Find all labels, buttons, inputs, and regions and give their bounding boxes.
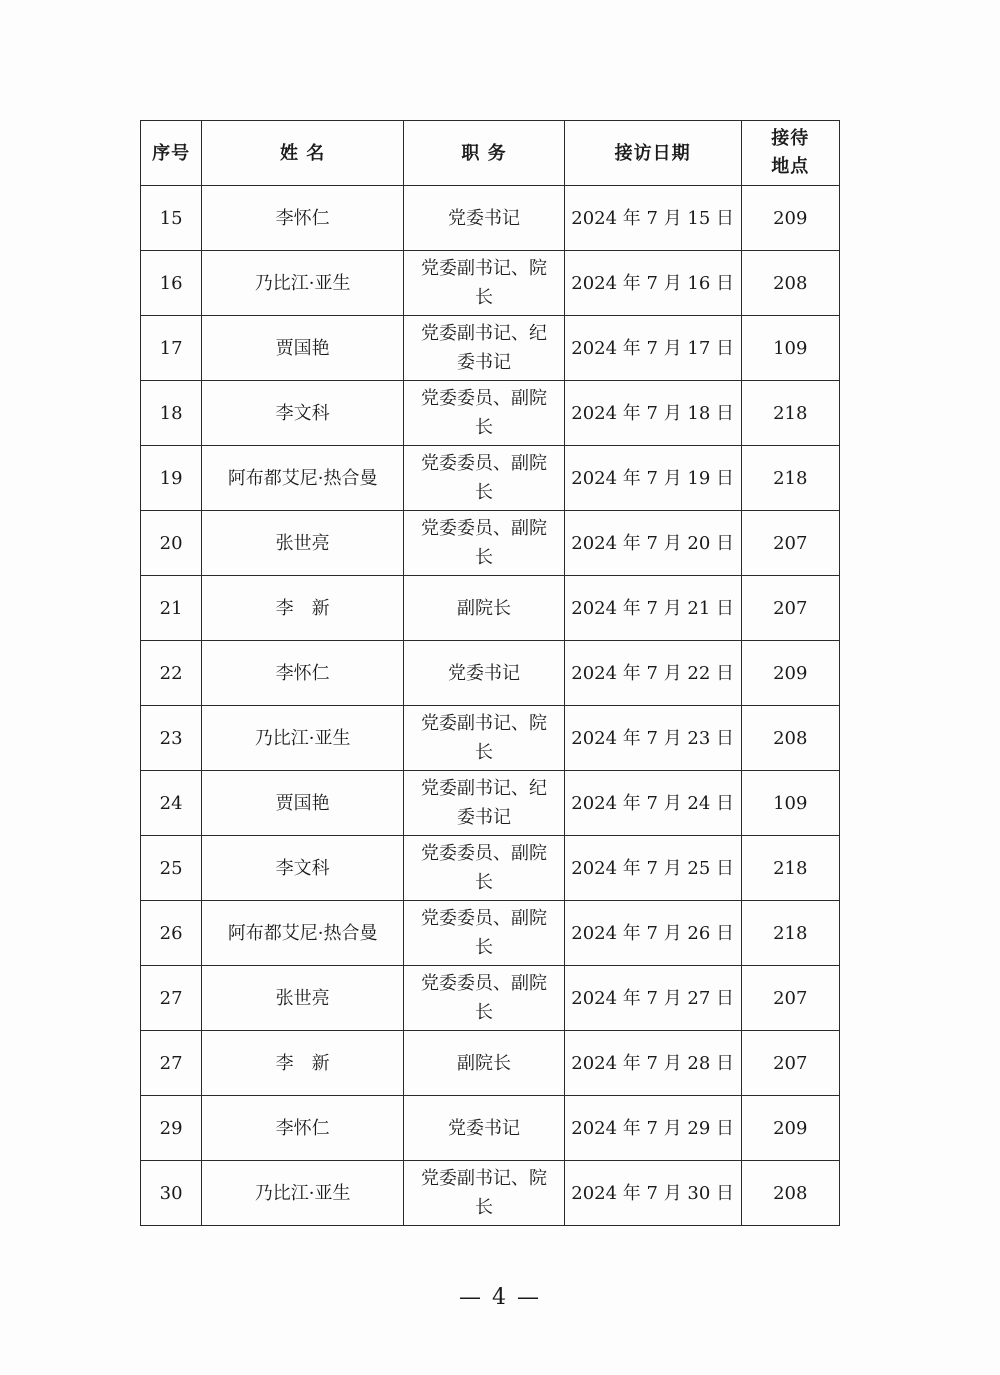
header-no: 序号: [141, 121, 202, 186]
cell-position-text: 党委书记: [447, 662, 520, 684]
cell-position: [404, 316, 565, 381]
reception-schedule-table: [140, 120, 840, 1226]
table-row: [141, 186, 840, 251]
header-date: 接访日期: [564, 121, 741, 186]
table-row: [141, 381, 840, 446]
cell-position-text: 党委书记: [447, 1117, 520, 1139]
cell-position-text: 党委副书记、院长: [420, 713, 547, 763]
cell-location: 109: [741, 771, 839, 836]
cell-date: 2024 年 7 月 23 日: [564, 706, 741, 771]
cell-location: 209: [741, 186, 839, 251]
cell-date: 2024 年 7 月 16 日: [564, 251, 741, 316]
cell-location: 209: [741, 1096, 839, 1161]
cell-position-text: 党委书记: [447, 207, 520, 229]
table-row: [141, 251, 840, 316]
cell-location: 209: [741, 641, 839, 706]
table-row: [141, 641, 840, 706]
cell-name: 张世亮: [202, 511, 404, 576]
cell-position-text: 党委副书记、纪委书记: [420, 778, 547, 828]
cell-location: 207: [741, 966, 839, 1031]
table-row: [141, 446, 840, 511]
cell-name: 李文科: [202, 381, 404, 446]
cell-position: [404, 381, 565, 446]
cell-position: [404, 446, 565, 511]
cell-position: [404, 641, 565, 706]
cell-name: 李怀仁: [202, 641, 404, 706]
page-number: — 4 —: [459, 1285, 541, 1310]
cell-date: 2024 年 7 月 27 日: [564, 966, 741, 1031]
table-row: [141, 1161, 840, 1226]
cell-name: 阿布都艾尼·热合曼: [202, 901, 404, 966]
cell-no: 19: [141, 446, 202, 511]
cell-location: 109: [741, 316, 839, 381]
table-row: [141, 706, 840, 771]
cell-date: 2024 年 7 月 24 日: [564, 771, 741, 836]
cell-position: [404, 251, 565, 316]
cell-no: 20: [141, 511, 202, 576]
table-row: [141, 1031, 840, 1096]
cell-position: [404, 836, 565, 901]
cell-no: 30: [141, 1161, 202, 1226]
cell-location: 208: [741, 251, 839, 316]
cell-no: 21: [141, 576, 202, 641]
cell-position-text: 副院长: [456, 1052, 511, 1074]
header-position: 职 务: [404, 121, 565, 186]
cell-position: [404, 771, 565, 836]
cell-position: [404, 186, 565, 251]
cell-name: 贾国艳: [202, 316, 404, 381]
cell-name: 乃比江·亚生: [202, 251, 404, 316]
cell-date: 2024 年 7 月 19 日: [564, 446, 741, 511]
cell-position-text: 党委副书记、院长: [420, 1168, 547, 1218]
cell-no: 22: [141, 641, 202, 706]
header-name: 姓 名: [202, 121, 404, 186]
cell-no: 16: [141, 251, 202, 316]
cell-position: [404, 966, 565, 1031]
table-row: [141, 966, 840, 1031]
cell-no: 27: [141, 1031, 202, 1096]
cell-date: 2024 年 7 月 22 日: [564, 641, 741, 706]
cell-position-text: 党委副书记、院长: [420, 258, 547, 308]
cell-location: 218: [741, 836, 839, 901]
cell-date: 2024 年 7 月 26 日: [564, 901, 741, 966]
table-row: [141, 901, 840, 966]
cell-no: 24: [141, 771, 202, 836]
cell-position: [404, 1031, 565, 1096]
table-header-row: [141, 121, 840, 186]
cell-name: 李 新: [202, 1031, 404, 1096]
cell-position: [404, 511, 565, 576]
table-body: [141, 186, 840, 1226]
cell-date: 2024 年 7 月 25 日: [564, 836, 741, 901]
table-row: [141, 511, 840, 576]
cell-date: 2024 年 7 月 30 日: [564, 1161, 741, 1226]
cell-date: 2024 年 7 月 21 日: [564, 576, 741, 641]
cell-name: 乃比江·亚生: [202, 706, 404, 771]
cell-date: 2024 年 7 月 28 日: [564, 1031, 741, 1096]
cell-name: 阿布都艾尼·热合曼: [202, 446, 404, 511]
cell-date: 2024 年 7 月 17 日: [564, 316, 741, 381]
cell-name: 乃比江·亚生: [202, 1161, 404, 1226]
cell-location: 218: [741, 901, 839, 966]
cell-location: 207: [741, 576, 839, 641]
cell-position: [404, 901, 565, 966]
cell-name: 李怀仁: [202, 186, 404, 251]
cell-name: 李 新: [202, 576, 404, 641]
cell-position-text: 副院长: [456, 597, 511, 619]
cell-name: 李怀仁: [202, 1096, 404, 1161]
cell-position: [404, 706, 565, 771]
cell-no: 26: [141, 901, 202, 966]
cell-name: 贾国艳: [202, 771, 404, 836]
cell-position-text: 党委委员、副院长: [420, 453, 547, 503]
cell-position: [404, 1161, 565, 1226]
header-location: [741, 121, 839, 186]
table-row: [141, 1096, 840, 1161]
cell-position: [404, 576, 565, 641]
cell-no: 17: [141, 316, 202, 381]
cell-location: 207: [741, 511, 839, 576]
cell-position-text: 党委委员、副院长: [420, 908, 547, 958]
cell-name: 张世亮: [202, 966, 404, 1031]
cell-no: 27: [141, 966, 202, 1031]
cell-no: 18: [141, 381, 202, 446]
cell-name: 李文科: [202, 836, 404, 901]
table-row: [141, 576, 840, 641]
table-row: [141, 771, 840, 836]
cell-position-text: 党委副书记、纪委书记: [420, 323, 547, 373]
cell-location: 207: [741, 1031, 839, 1096]
cell-position: [404, 1096, 565, 1161]
header-location-label: 接待地点: [771, 128, 810, 177]
cell-date: 2024 年 7 月 18 日: [564, 381, 741, 446]
cell-no: 15: [141, 186, 202, 251]
cell-position-text: 党委委员、副院长: [420, 843, 547, 893]
cell-location: 208: [741, 706, 839, 771]
cell-location: 218: [741, 381, 839, 446]
cell-location: 218: [741, 446, 839, 511]
cell-no: 23: [141, 706, 202, 771]
cell-no: 29: [141, 1096, 202, 1161]
cell-date: 2024 年 7 月 20 日: [564, 511, 741, 576]
table-row: [141, 836, 840, 901]
cell-date: 2024 年 7 月 29 日: [564, 1096, 741, 1161]
cell-no: 25: [141, 836, 202, 901]
cell-location: 208: [741, 1161, 839, 1226]
cell-date: 2024 年 7 月 15 日: [564, 186, 741, 251]
table-row: [141, 316, 840, 381]
cell-position-text: 党委委员、副院长: [420, 973, 547, 1023]
cell-position-text: 党委委员、副院长: [420, 518, 547, 568]
cell-position-text: 党委委员、副院长: [420, 388, 547, 438]
